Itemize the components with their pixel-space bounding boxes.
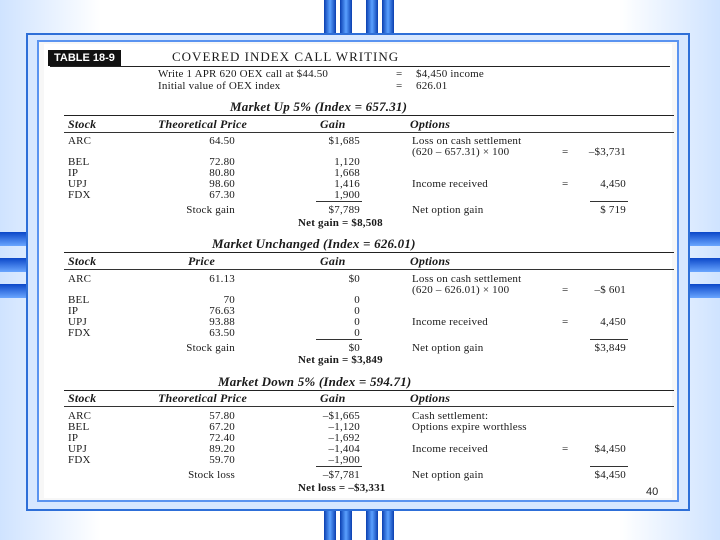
cell-op: = xyxy=(562,443,569,455)
cell-price: 72.80 xyxy=(209,156,235,168)
column-header: Stock xyxy=(68,117,97,131)
cell-gain: $0 xyxy=(348,342,360,354)
cell-gain: 0 xyxy=(354,305,360,317)
cell-gain: 1,668 xyxy=(334,167,360,179)
cell-price: 67.30 xyxy=(209,189,235,201)
column-header: Options xyxy=(410,117,451,131)
section-rule xyxy=(64,115,674,116)
cell-price: 72.40 xyxy=(209,432,235,444)
page-number: 40 xyxy=(646,486,659,498)
net-result: Net gain = $8,508 xyxy=(298,217,383,229)
section-rule xyxy=(64,390,674,391)
subtotal-rule xyxy=(590,339,628,340)
cell-stock: ARC xyxy=(68,135,92,147)
cell-price: 93.88 xyxy=(209,316,235,328)
cell-gain: $7,789 xyxy=(328,204,360,216)
cell-price: 98.60 xyxy=(209,178,235,190)
column-header: Theoretical Price xyxy=(158,391,248,405)
intro-value: $4,450 income xyxy=(416,68,484,80)
cell-gain: –$1,665 xyxy=(322,410,360,422)
cell-stock: UPJ xyxy=(68,443,87,455)
subtotal-rule xyxy=(316,339,362,340)
section-rule xyxy=(64,252,674,253)
section-heading: Market Up 5% (Index = 657.31) xyxy=(230,99,408,114)
column-header: Gain xyxy=(320,391,346,405)
column-rule xyxy=(64,406,674,407)
cell-stock: UPJ xyxy=(68,178,87,190)
cell-price: 61.13 xyxy=(209,273,235,285)
cell-option: Loss on cash settlement xyxy=(412,273,522,285)
cell-price: 64.50 xyxy=(209,135,235,147)
cell-gain: –1,900 xyxy=(328,454,360,466)
cell-price: 70 xyxy=(223,294,235,306)
cell-amount: 4,450 xyxy=(600,178,626,190)
cell-subtotal-label: Stock loss xyxy=(188,469,235,481)
table-title: COVERED INDEX CALL WRITING xyxy=(172,49,400,64)
cell-stock: FDX xyxy=(68,327,91,339)
cell-stock: BEL xyxy=(68,421,90,433)
cell-option: Loss on cash settlement xyxy=(412,135,522,147)
cell-option: Income received xyxy=(412,178,488,190)
cell-option: Options expire worthless xyxy=(412,421,527,433)
cell-option: Net option gain xyxy=(412,342,484,354)
net-result: Net gain = $3,849 xyxy=(298,354,383,366)
cell-gain: –1,120 xyxy=(328,421,360,433)
cell-op: = xyxy=(562,178,569,190)
cell-op: = xyxy=(562,316,569,328)
subtotal-rule xyxy=(590,466,628,467)
cell-price: 89.20 xyxy=(209,443,235,455)
intro-label: Initial value of OEX index xyxy=(158,80,281,92)
section-heading: Market Unchanged (Index = 626.01) xyxy=(212,236,416,251)
title-rule xyxy=(50,66,670,67)
column-header: Stock xyxy=(68,391,97,405)
cell-subtotal-label: Stock gain xyxy=(186,342,235,354)
column-header: Options xyxy=(410,254,451,268)
cell-option: Net option gain xyxy=(412,204,484,216)
cell-amount: $ 719 xyxy=(600,204,626,216)
cell-option: Income received xyxy=(412,316,488,328)
cell-gain: –$7,781 xyxy=(322,469,360,481)
cell-stock: IP xyxy=(68,305,79,317)
column-rule xyxy=(64,269,674,270)
cell-stock: IP xyxy=(68,432,79,444)
cell-stock: BEL xyxy=(68,294,90,306)
subtotal-rule xyxy=(316,201,362,202)
cell-stock: FDX xyxy=(68,454,91,466)
cell-price: 63.50 xyxy=(209,327,235,339)
cell-option: Cash settlement: xyxy=(412,410,489,422)
subtotal-rule xyxy=(316,466,362,467)
subtotal-rule xyxy=(590,201,628,202)
column-header: Theoretical Price xyxy=(158,117,248,131)
cell-gain: 1,120 xyxy=(334,156,360,168)
intro-value: 626.01 xyxy=(416,80,448,92)
cell-subtotal-label: Stock gain xyxy=(186,204,235,216)
column-header: Price xyxy=(188,254,215,268)
cell-amount: $4,450 xyxy=(594,469,626,481)
cell-op: = xyxy=(562,146,569,158)
cell-stock: UPJ xyxy=(68,316,87,328)
cell-gain: 0 xyxy=(354,316,360,328)
cell-amount: –$ 601 xyxy=(594,284,626,296)
column-header: Gain xyxy=(320,254,346,268)
cell-op: = xyxy=(562,284,569,296)
cell-stock: ARC xyxy=(68,273,92,285)
section-heading: Market Down 5% (Index = 594.71) xyxy=(218,374,412,389)
cell-price: 57.80 xyxy=(209,410,235,422)
cell-amount: $3,849 xyxy=(594,342,626,354)
cell-amount: 4,450 xyxy=(600,316,626,328)
cell-stock: IP xyxy=(68,167,79,179)
cell-gain: 1,900 xyxy=(334,189,360,201)
cell-gain: 0 xyxy=(354,327,360,339)
cell-price: 76.63 xyxy=(209,305,235,317)
intro-op: = xyxy=(396,80,403,92)
intro-op: = xyxy=(396,68,403,80)
cell-option: Income received xyxy=(412,443,488,455)
net-result: Net loss = –$3,331 xyxy=(298,482,386,494)
column-header: Gain xyxy=(320,117,346,131)
cell-stock: BEL xyxy=(68,156,90,168)
cell-option: (620 – 657.31) × 100 xyxy=(412,146,510,158)
cell-gain: –1,404 xyxy=(328,443,360,455)
column-rule xyxy=(64,132,674,133)
cell-price: 67.20 xyxy=(209,421,235,433)
cell-option: (620 – 626.01) × 100 xyxy=(412,284,510,296)
cell-price: 59.70 xyxy=(209,454,235,466)
cell-gain: –1,692 xyxy=(328,432,360,444)
cell-gain: 0 xyxy=(354,294,360,306)
intro-label: Write 1 APR 620 OEX call at $44.50 xyxy=(158,68,329,80)
cell-gain: 1,416 xyxy=(334,178,360,190)
cell-gain: $0 xyxy=(348,273,360,285)
column-header: Options xyxy=(410,391,451,405)
cell-stock: ARC xyxy=(68,410,92,422)
table-badge: TABLE 18-9 xyxy=(48,50,121,66)
cell-amount: $4,450 xyxy=(594,443,626,455)
cell-option: Net option gain xyxy=(412,469,484,481)
column-header: Stock xyxy=(68,254,97,268)
cell-gain: $1,685 xyxy=(328,135,360,147)
cell-stock: FDX xyxy=(68,189,91,201)
cell-amount: –$3,731 xyxy=(588,146,626,158)
cell-price: 80.80 xyxy=(209,167,235,179)
